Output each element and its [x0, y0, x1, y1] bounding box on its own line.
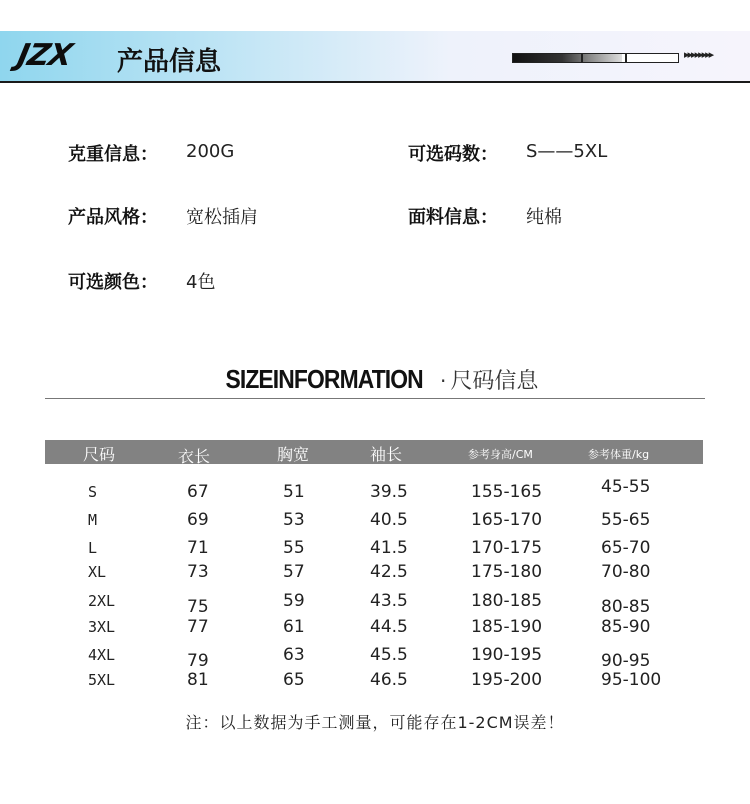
- cell-weight: 90-95: [601, 651, 651, 671]
- cell-sleeve: 39.5: [370, 482, 408, 502]
- cell-height: 185-190: [471, 617, 543, 637]
- arrows-icon: ▸▸▸▸▸▸▸▸: [684, 48, 713, 61]
- cell-weight: 65-70: [601, 538, 651, 558]
- page-title: 产品信息: [117, 47, 222, 77]
- cell-chest: 63: [283, 645, 305, 665]
- header-length: 衣长: [178, 447, 211, 466]
- cell-length: 81: [187, 670, 209, 690]
- measurement-note: 注：以上数据为手工测量，可能存在1-2CM误差！: [185, 713, 565, 732]
- fabric-value: 纯棉: [526, 207, 562, 228]
- colors-value: 4色: [186, 272, 216, 293]
- cell-length: 75: [187, 597, 209, 617]
- cell-sleeve: 45.5: [370, 645, 408, 665]
- cell-weight: 85-90: [601, 617, 651, 637]
- cell-weight: 80-85: [601, 597, 651, 617]
- colors-label: 可选颜色：: [68, 272, 158, 293]
- cell-height: 155-165: [471, 482, 543, 502]
- section-title-cn: 尺码信息: [450, 369, 539, 394]
- cell-sleeve: 44.5: [370, 617, 408, 637]
- header-height: 参考身高/CM: [468, 448, 533, 461]
- weight-label: 克重信息：: [68, 144, 158, 165]
- cell-size: M: [88, 511, 98, 529]
- size-section-title: [0, 364, 750, 395]
- cell-chest: 65: [283, 670, 305, 690]
- cell-size: XL: [88, 563, 107, 581]
- header-size: 尺码: [83, 445, 116, 464]
- cell-sleeve: 40.5: [370, 510, 408, 530]
- section-divider: [45, 398, 705, 399]
- section-title-dot: ·: [439, 369, 447, 393]
- cell-chest: 55: [283, 538, 305, 558]
- cell-weight: 55-65: [601, 510, 651, 530]
- cell-length: 79: [187, 651, 209, 671]
- cell-height: 195-200: [471, 670, 543, 690]
- cell-length: 73: [187, 562, 209, 582]
- cell-chest: 53: [283, 510, 305, 530]
- cell-size: L: [88, 539, 98, 557]
- header-chest: 胸宽: [277, 445, 310, 464]
- progress-divider: [625, 53, 627, 63]
- cell-length: 77: [187, 617, 209, 637]
- cell-length: 71: [187, 538, 209, 558]
- cell-height: 180-185: [471, 591, 543, 611]
- cell-size: 5XL: [88, 671, 116, 689]
- fabric-label: 面料信息：: [408, 207, 498, 228]
- header-banner: [0, 31, 750, 83]
- cell-size: S: [88, 483, 98, 501]
- cell-sleeve: 42.5: [370, 562, 408, 582]
- cell-length: 69: [187, 510, 209, 530]
- cell-size: 4XL: [88, 646, 116, 664]
- progress-fill: [513, 54, 622, 62]
- cell-height: 165-170: [471, 510, 543, 530]
- progress-divider: [581, 53, 583, 63]
- cell-chest: 57: [283, 562, 305, 582]
- style-label: 产品风格：: [68, 207, 158, 228]
- brand-logo: JZX: [14, 38, 75, 73]
- size-table-header: [45, 440, 703, 464]
- cell-size: 3XL: [88, 618, 116, 636]
- cell-height: 175-180: [471, 562, 543, 582]
- sizes-value: S——5XL: [526, 141, 608, 162]
- header-weight: 参考体重/kg: [588, 448, 650, 461]
- cell-height: 190-195: [471, 645, 543, 665]
- decorative-progress-bar: [512, 53, 679, 63]
- cell-sleeve: 41.5: [370, 538, 408, 558]
- cell-chest: 59: [283, 591, 305, 611]
- header-sleeve: 袖长: [370, 445, 403, 464]
- cell-weight: 95-100: [601, 670, 662, 690]
- section-title-en: SIZEINFORMATION: [225, 364, 423, 394]
- style-value: 宽松插肩: [186, 207, 258, 228]
- cell-length: 67: [187, 482, 209, 502]
- cell-sleeve: 46.5: [370, 670, 408, 690]
- cell-chest: 61: [283, 617, 305, 637]
- sizes-label: 可选码数：: [408, 144, 498, 165]
- cell-weight: 70-80: [601, 562, 651, 582]
- cell-weight: 45-55: [601, 477, 651, 497]
- cell-height: 170-175: [471, 538, 543, 558]
- weight-value: 200G: [186, 141, 235, 162]
- cell-sleeve: 43.5: [370, 591, 408, 611]
- cell-size: 2XL: [88, 592, 116, 610]
- cell-chest: 51: [283, 482, 305, 502]
